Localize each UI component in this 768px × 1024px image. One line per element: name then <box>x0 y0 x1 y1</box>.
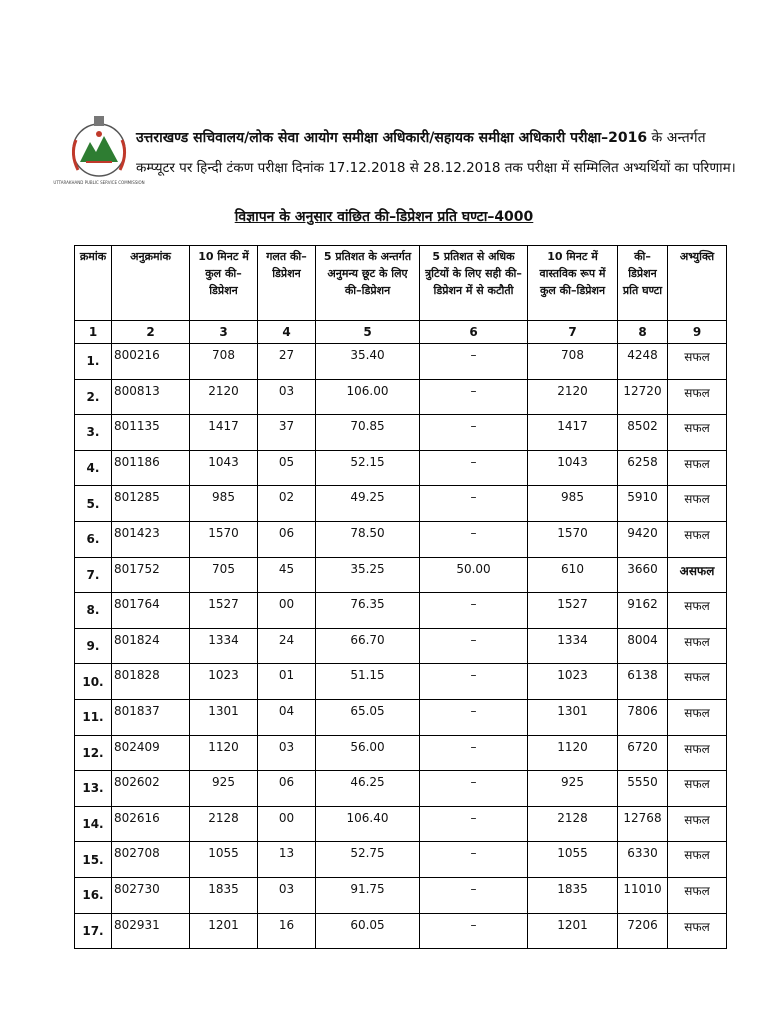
remark-cell: सफल <box>668 379 727 415</box>
per-hour-cell: 11010 <box>618 877 668 913</box>
total-keydepression-cell: 2128 <box>190 806 258 842</box>
deduction-cell: – <box>420 628 528 664</box>
remark-cell: सफल <box>668 771 727 807</box>
table-row <box>75 913 727 949</box>
serial-number-cell: 16. <box>75 877 112 913</box>
wrong-keydepression-cell: 03 <box>258 735 316 771</box>
header-cell: की–डिप्रेशन प्रति घण्टा <box>618 246 668 321</box>
wrong-keydepression-cell: 24 <box>258 628 316 664</box>
svg-text:UTTARAKHAND PUBLIC SERVICE COM: UTTARAKHAND PUBLIC SERVICE COMMISSION <box>53 180 145 185</box>
actual-keydepression-cell: 1023 <box>528 664 618 700</box>
serial-number-cell: 8. <box>75 593 112 629</box>
header-cell: गलत की–डिप्रेशन <box>258 246 316 321</box>
per-hour-cell: 3660 <box>618 557 668 593</box>
remark-cell: सफल <box>668 699 727 735</box>
table-row <box>75 806 727 842</box>
wrong-keydepression-cell: 05 <box>258 450 316 486</box>
actual-keydepression-cell: 1417 <box>528 415 618 451</box>
column-number: 6 <box>420 321 528 344</box>
total-keydepression-cell: 705 <box>190 557 258 593</box>
allowed-keydepression-cell: 52.75 <box>316 842 420 878</box>
table-row <box>75 344 727 380</box>
allowed-keydepression-cell: 91.75 <box>316 877 420 913</box>
roll-number-cell: 801752 <box>112 557 190 593</box>
allowed-keydepression-cell: 35.25 <box>316 557 420 593</box>
deduction-cell: – <box>420 877 528 913</box>
serial-number-cell: 15. <box>75 842 112 878</box>
actual-keydepression-cell: 2128 <box>528 806 618 842</box>
document-header <box>136 128 736 176</box>
column-number: 7 <box>528 321 618 344</box>
per-hour-cell: 9420 <box>618 521 668 557</box>
per-hour-cell: 6258 <box>618 450 668 486</box>
remark-cell: सफल <box>668 593 727 629</box>
wrong-keydepression-cell: 02 <box>258 486 316 522</box>
deduction-cell: – <box>420 771 528 807</box>
total-keydepression-cell: 1043 <box>190 450 258 486</box>
deduction-cell: 50.00 <box>420 557 528 593</box>
serial-number-cell: 13. <box>75 771 112 807</box>
roll-number-cell: 801828 <box>112 664 190 700</box>
per-hour-cell: 8502 <box>618 415 668 451</box>
header-cell: 10 मिनट में वास्तविक रूप में कुल की–डिप्रेशन <box>528 246 618 321</box>
roll-number-cell: 801186 <box>112 450 190 486</box>
per-hour-cell: 7206 <box>618 913 668 949</box>
remark-cell: सफल <box>668 486 727 522</box>
remark-cell: सफल <box>668 628 727 664</box>
wrong-keydepression-cell: 01 <box>258 664 316 700</box>
table-row <box>75 486 727 522</box>
header-line-2: कम्प्यूटर पर हिन्दी टंकण परीक्षा दिनांक 17.12.2018 से 28.12.2018 तक परीक्षा में सम्मिलित अभ्यर्थियों का परिणाम। <box>136 160 736 176</box>
results-table <box>74 245 727 949</box>
wrong-keydepression-cell: 00 <box>258 806 316 842</box>
remark-cell: सफल <box>668 344 727 380</box>
table-row <box>75 877 727 913</box>
serial-number-cell: 17. <box>75 913 112 949</box>
per-hour-cell: 8004 <box>618 628 668 664</box>
serial-number-cell: 5. <box>75 486 112 522</box>
allowed-keydepression-cell: 35.40 <box>316 344 420 380</box>
header-cell: क्रमांक <box>75 246 112 321</box>
column-number: 3 <box>190 321 258 344</box>
total-keydepression-cell: 925 <box>190 771 258 807</box>
column-number: 1 <box>75 321 112 344</box>
deduction-cell: – <box>420 699 528 735</box>
actual-keydepression-cell: 1120 <box>528 735 618 771</box>
serial-number-cell: 3. <box>75 415 112 451</box>
subtitle-text: विज्ञापन के अनुसार वांछित की–डिप्रेशन प्रति घण्टा–4000 <box>234 209 534 225</box>
remark-cell: असफल <box>668 557 727 593</box>
allowed-keydepression-cell: 60.05 <box>316 913 420 949</box>
remark-cell: सफल <box>668 913 727 949</box>
roll-number-cell: 801764 <box>112 593 190 629</box>
deduction-cell: – <box>420 842 528 878</box>
total-keydepression-cell: 1055 <box>190 842 258 878</box>
actual-keydepression-cell: 925 <box>528 771 618 807</box>
allowed-keydepression-cell: 78.50 <box>316 521 420 557</box>
per-hour-cell: 7806 <box>618 699 668 735</box>
table-row <box>75 628 727 664</box>
column-number: 9 <box>668 321 727 344</box>
total-keydepression-cell: 2120 <box>190 379 258 415</box>
total-keydepression-cell: 1023 <box>190 664 258 700</box>
column-number: 8 <box>618 321 668 344</box>
actual-keydepression-cell: 1301 <box>528 699 618 735</box>
wrong-keydepression-cell: 03 <box>258 379 316 415</box>
column-number: 2 <box>112 321 190 344</box>
serial-number-cell: 6. <box>75 521 112 557</box>
actual-keydepression-cell: 1570 <box>528 521 618 557</box>
remark-cell: सफल <box>668 415 727 451</box>
total-keydepression-cell: 708 <box>190 344 258 380</box>
total-keydepression-cell: 1527 <box>190 593 258 629</box>
wrong-keydepression-cell: 03 <box>258 877 316 913</box>
roll-number-cell: 801423 <box>112 521 190 557</box>
actual-keydepression-cell: 1201 <box>528 913 618 949</box>
total-keydepression-cell: 1334 <box>190 628 258 664</box>
roll-number-cell: 802616 <box>112 806 190 842</box>
allowed-keydepression-cell: 76.35 <box>316 593 420 629</box>
actual-keydepression-cell: 1055 <box>528 842 618 878</box>
deduction-cell: – <box>420 344 528 380</box>
table-row <box>75 450 727 486</box>
per-hour-cell: 5550 <box>618 771 668 807</box>
per-hour-cell: 6138 <box>618 664 668 700</box>
serial-number-cell: 12. <box>75 735 112 771</box>
deduction-cell: – <box>420 379 528 415</box>
serial-number-cell: 1. <box>75 344 112 380</box>
wrong-keydepression-cell: 37 <box>258 415 316 451</box>
remark-cell: सफल <box>668 877 727 913</box>
per-hour-cell: 12768 <box>618 806 668 842</box>
roll-number-cell: 801285 <box>112 486 190 522</box>
actual-keydepression-cell: 1835 <box>528 877 618 913</box>
deduction-cell: – <box>420 664 528 700</box>
header-cell: 5 प्रतिशत के अन्तर्गत अनुमन्य छूट के लिए की–डिप्रेशन <box>316 246 420 321</box>
commission-emblem-icon <box>53 110 145 202</box>
header-cell: अनुक्रमांक <box>112 246 190 321</box>
wrong-keydepression-cell: 45 <box>258 557 316 593</box>
remark-cell: सफल <box>668 450 727 486</box>
allowed-keydepression-cell: 66.70 <box>316 628 420 664</box>
roll-number-cell: 801135 <box>112 415 190 451</box>
per-hour-cell: 6330 <box>618 842 668 878</box>
table-row <box>75 379 727 415</box>
deduction-cell: – <box>420 593 528 629</box>
roll-number-cell: 802931 <box>112 913 190 949</box>
remark-cell: सफल <box>668 664 727 700</box>
actual-keydepression-cell: 2120 <box>528 379 618 415</box>
table-row <box>75 593 727 629</box>
header-line-1-tail: के अन्तर्गत <box>647 130 706 146</box>
serial-number-cell: 11. <box>75 699 112 735</box>
actual-keydepression-cell: 610 <box>528 557 618 593</box>
roll-number-cell: 802602 <box>112 771 190 807</box>
column-number: 5 <box>316 321 420 344</box>
remark-cell: सफल <box>668 806 727 842</box>
serial-number-cell: 7. <box>75 557 112 593</box>
table-row <box>75 557 727 593</box>
roll-number-cell: 802730 <box>112 877 190 913</box>
serial-number-cell: 9. <box>75 628 112 664</box>
deduction-cell: – <box>420 735 528 771</box>
allowed-keydepression-cell: 52.15 <box>316 450 420 486</box>
actual-keydepression-cell: 1527 <box>528 593 618 629</box>
deduction-cell: – <box>420 521 528 557</box>
wrong-keydepression-cell: 06 <box>258 521 316 557</box>
table-row <box>75 415 727 451</box>
total-keydepression-cell: 985 <box>190 486 258 522</box>
remark-cell: सफल <box>668 735 727 771</box>
serial-number-cell: 4. <box>75 450 112 486</box>
deduction-cell: – <box>420 415 528 451</box>
per-hour-cell: 4248 <box>618 344 668 380</box>
header-cell: अभ्युक्ति <box>668 246 727 321</box>
serial-number-cell: 14. <box>75 806 112 842</box>
deduction-cell: – <box>420 913 528 949</box>
total-keydepression-cell: 1201 <box>190 913 258 949</box>
actual-keydepression-cell: 985 <box>528 486 618 522</box>
actual-keydepression-cell: 1043 <box>528 450 618 486</box>
serial-number-cell: 10. <box>75 664 112 700</box>
header-exam-title: उत्तराखण्ड सचिवालय/लोक सेवा आयोग समीक्षा अधिकारी/सहायक समीक्षा अधिकारी परीक्षा–2016 <box>136 130 648 146</box>
table-row <box>75 771 727 807</box>
wrong-keydepression-cell: 16 <box>258 913 316 949</box>
allowed-keydepression-cell: 70.85 <box>316 415 420 451</box>
table-row <box>75 735 727 771</box>
per-hour-cell: 5910 <box>618 486 668 522</box>
deduction-cell: – <box>420 486 528 522</box>
table-row <box>75 699 727 735</box>
roll-number-cell: 801837 <box>112 699 190 735</box>
remark-cell: सफल <box>668 842 727 878</box>
wrong-keydepression-cell: 06 <box>258 771 316 807</box>
per-hour-cell: 9162 <box>618 593 668 629</box>
per-hour-cell: 12720 <box>618 379 668 415</box>
wrong-keydepression-cell: 13 <box>258 842 316 878</box>
deduction-cell: – <box>420 806 528 842</box>
total-keydepression-cell: 1835 <box>190 877 258 913</box>
column-number: 4 <box>258 321 316 344</box>
allowed-keydepression-cell: 49.25 <box>316 486 420 522</box>
remark-cell: सफल <box>668 521 727 557</box>
allowed-keydepression-cell: 106.40 <box>316 806 420 842</box>
header-row <box>75 246 727 321</box>
table-row <box>75 664 727 700</box>
allowed-keydepression-cell: 51.15 <box>316 664 420 700</box>
roll-number-cell: 801824 <box>112 628 190 664</box>
table-row <box>75 842 727 878</box>
document-subtitle <box>0 207 768 226</box>
roll-number-cell: 800813 <box>112 379 190 415</box>
per-hour-cell: 6720 <box>618 735 668 771</box>
wrong-keydepression-cell: 00 <box>258 593 316 629</box>
deduction-cell: – <box>420 450 528 486</box>
actual-keydepression-cell: 708 <box>528 344 618 380</box>
header-cell: 5 प्रतिशत से अधिक त्रुटियों के लिए सही की–डिप्रेशन में से कटौती <box>420 246 528 321</box>
roll-number-cell: 802708 <box>112 842 190 878</box>
allowed-keydepression-cell: 106.00 <box>316 379 420 415</box>
wrong-keydepression-cell: 04 <box>258 699 316 735</box>
roll-number-cell: 800216 <box>112 344 190 380</box>
allowed-keydepression-cell: 46.25 <box>316 771 420 807</box>
wrong-keydepression-cell: 27 <box>258 344 316 380</box>
header-line-1 <box>136 128 736 147</box>
total-keydepression-cell: 1570 <box>190 521 258 557</box>
table-row <box>75 521 727 557</box>
total-keydepression-cell: 1301 <box>190 699 258 735</box>
allowed-keydepression-cell: 56.00 <box>316 735 420 771</box>
serial-number-cell: 2. <box>75 379 112 415</box>
allowed-keydepression-cell: 65.05 <box>316 699 420 735</box>
roll-number-cell: 802409 <box>112 735 190 771</box>
results-body <box>75 344 727 949</box>
column-number-row <box>75 321 727 344</box>
actual-keydepression-cell: 1334 <box>528 628 618 664</box>
total-keydepression-cell: 1417 <box>190 415 258 451</box>
total-keydepression-cell: 1120 <box>190 735 258 771</box>
header-cell: 10 मिनट में कुल की–डिप्रेशन <box>190 246 258 321</box>
